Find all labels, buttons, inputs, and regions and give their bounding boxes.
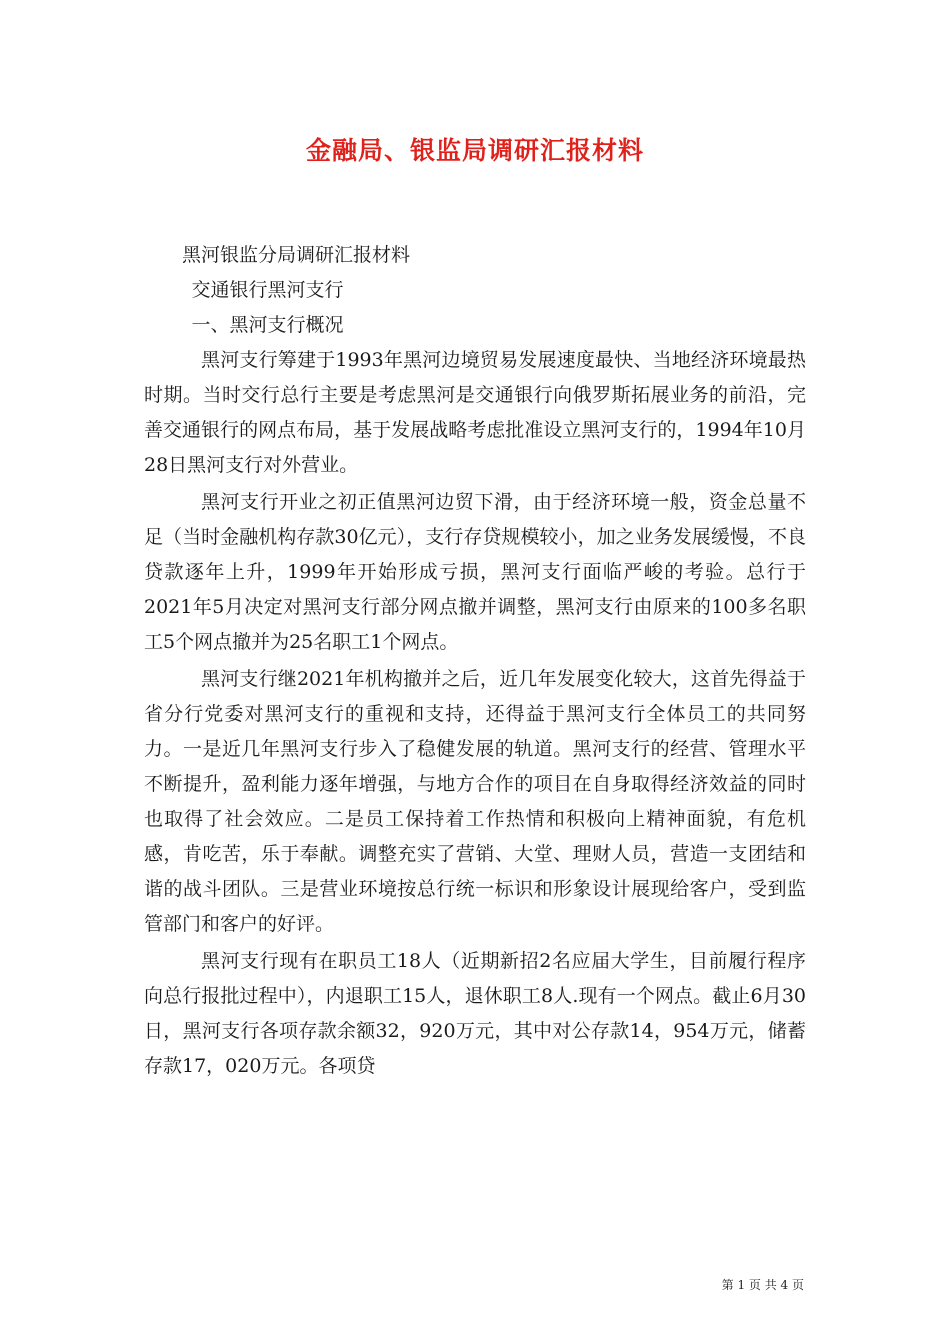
document-title: 金融局、银监局调研汇报材料	[305, 136, 644, 165]
paragraph: 黑河支行开业之初正值黑河边贸下滑，由于经济环境一般，资金总量不足（当时金融机构存款30亿元），支行存贷规模较小，加之业务发展缓慢，不良贷款逐年上升，1999年开始形成亏损，黑河支行面临严峻的考验。总行于2021年5月决定对黑河支行部分网点撤并调整，黑河支行由原来的100多名职工5个网点撤并为25名职工1个网点。	[144, 491, 806, 653]
paragraph: 黑河支行继2021年机构撤并之后，近几年发展变化较大，这首先得益于省分行党委对黑河支行的重视和支持，还得益于黑河支行全体员工的共同努力。一是近几年黑河支行步入了稳健发展的轨道。黑河支行的经营、管理水平不断提升，盈利能力逐年增强，与地方合作的项目在自身取得经济效益的同时也取得了社会效应。二是员工保持着工作热情和积极向上精神面貌，有危机感，肯吃苦，乐于奉献。调整充实了营销、大堂、理财人员，营造一支团结和谐的战斗团队。三是营业环境按总行统一标识和形象设计展现给客户，受到监管部门和客户的好评。	[144, 668, 806, 935]
organization-name: 交通银行黑河支行	[191, 279, 344, 301]
paragraph: 黑河支行筹建于1993年黑河边境贸易发展速度最快、当地经济环境最热时期。当时交行总行主要是考虑黑河是交通银行向俄罗斯拓展业务的前沿，完善交通银行的网点布局，基于发展战略考虑批准设立黑河支行的，1994年10月28日黑河支行对外营业。	[144, 349, 806, 476]
page-number-footer: 第 1 页 共 4 页	[721, 1278, 804, 1292]
subtitle: 黑河银监分局调研汇报材料	[182, 244, 411, 266]
paragraph: 黑河支行现有在职员工18人（近期新招2名应届大学生，目前履行程序向总行报批过程中），内退职工15人，退休职工8人.现有一个网点。截止6月30日，黑河支行各项存款余额32，920万元，其中对公存款14，954万元，储蓄存款17，020万元。各项贷	[144, 950, 806, 1077]
section-heading: 一、黑河支行概况	[191, 314, 344, 336]
document-body	[144, 238, 806, 1086]
